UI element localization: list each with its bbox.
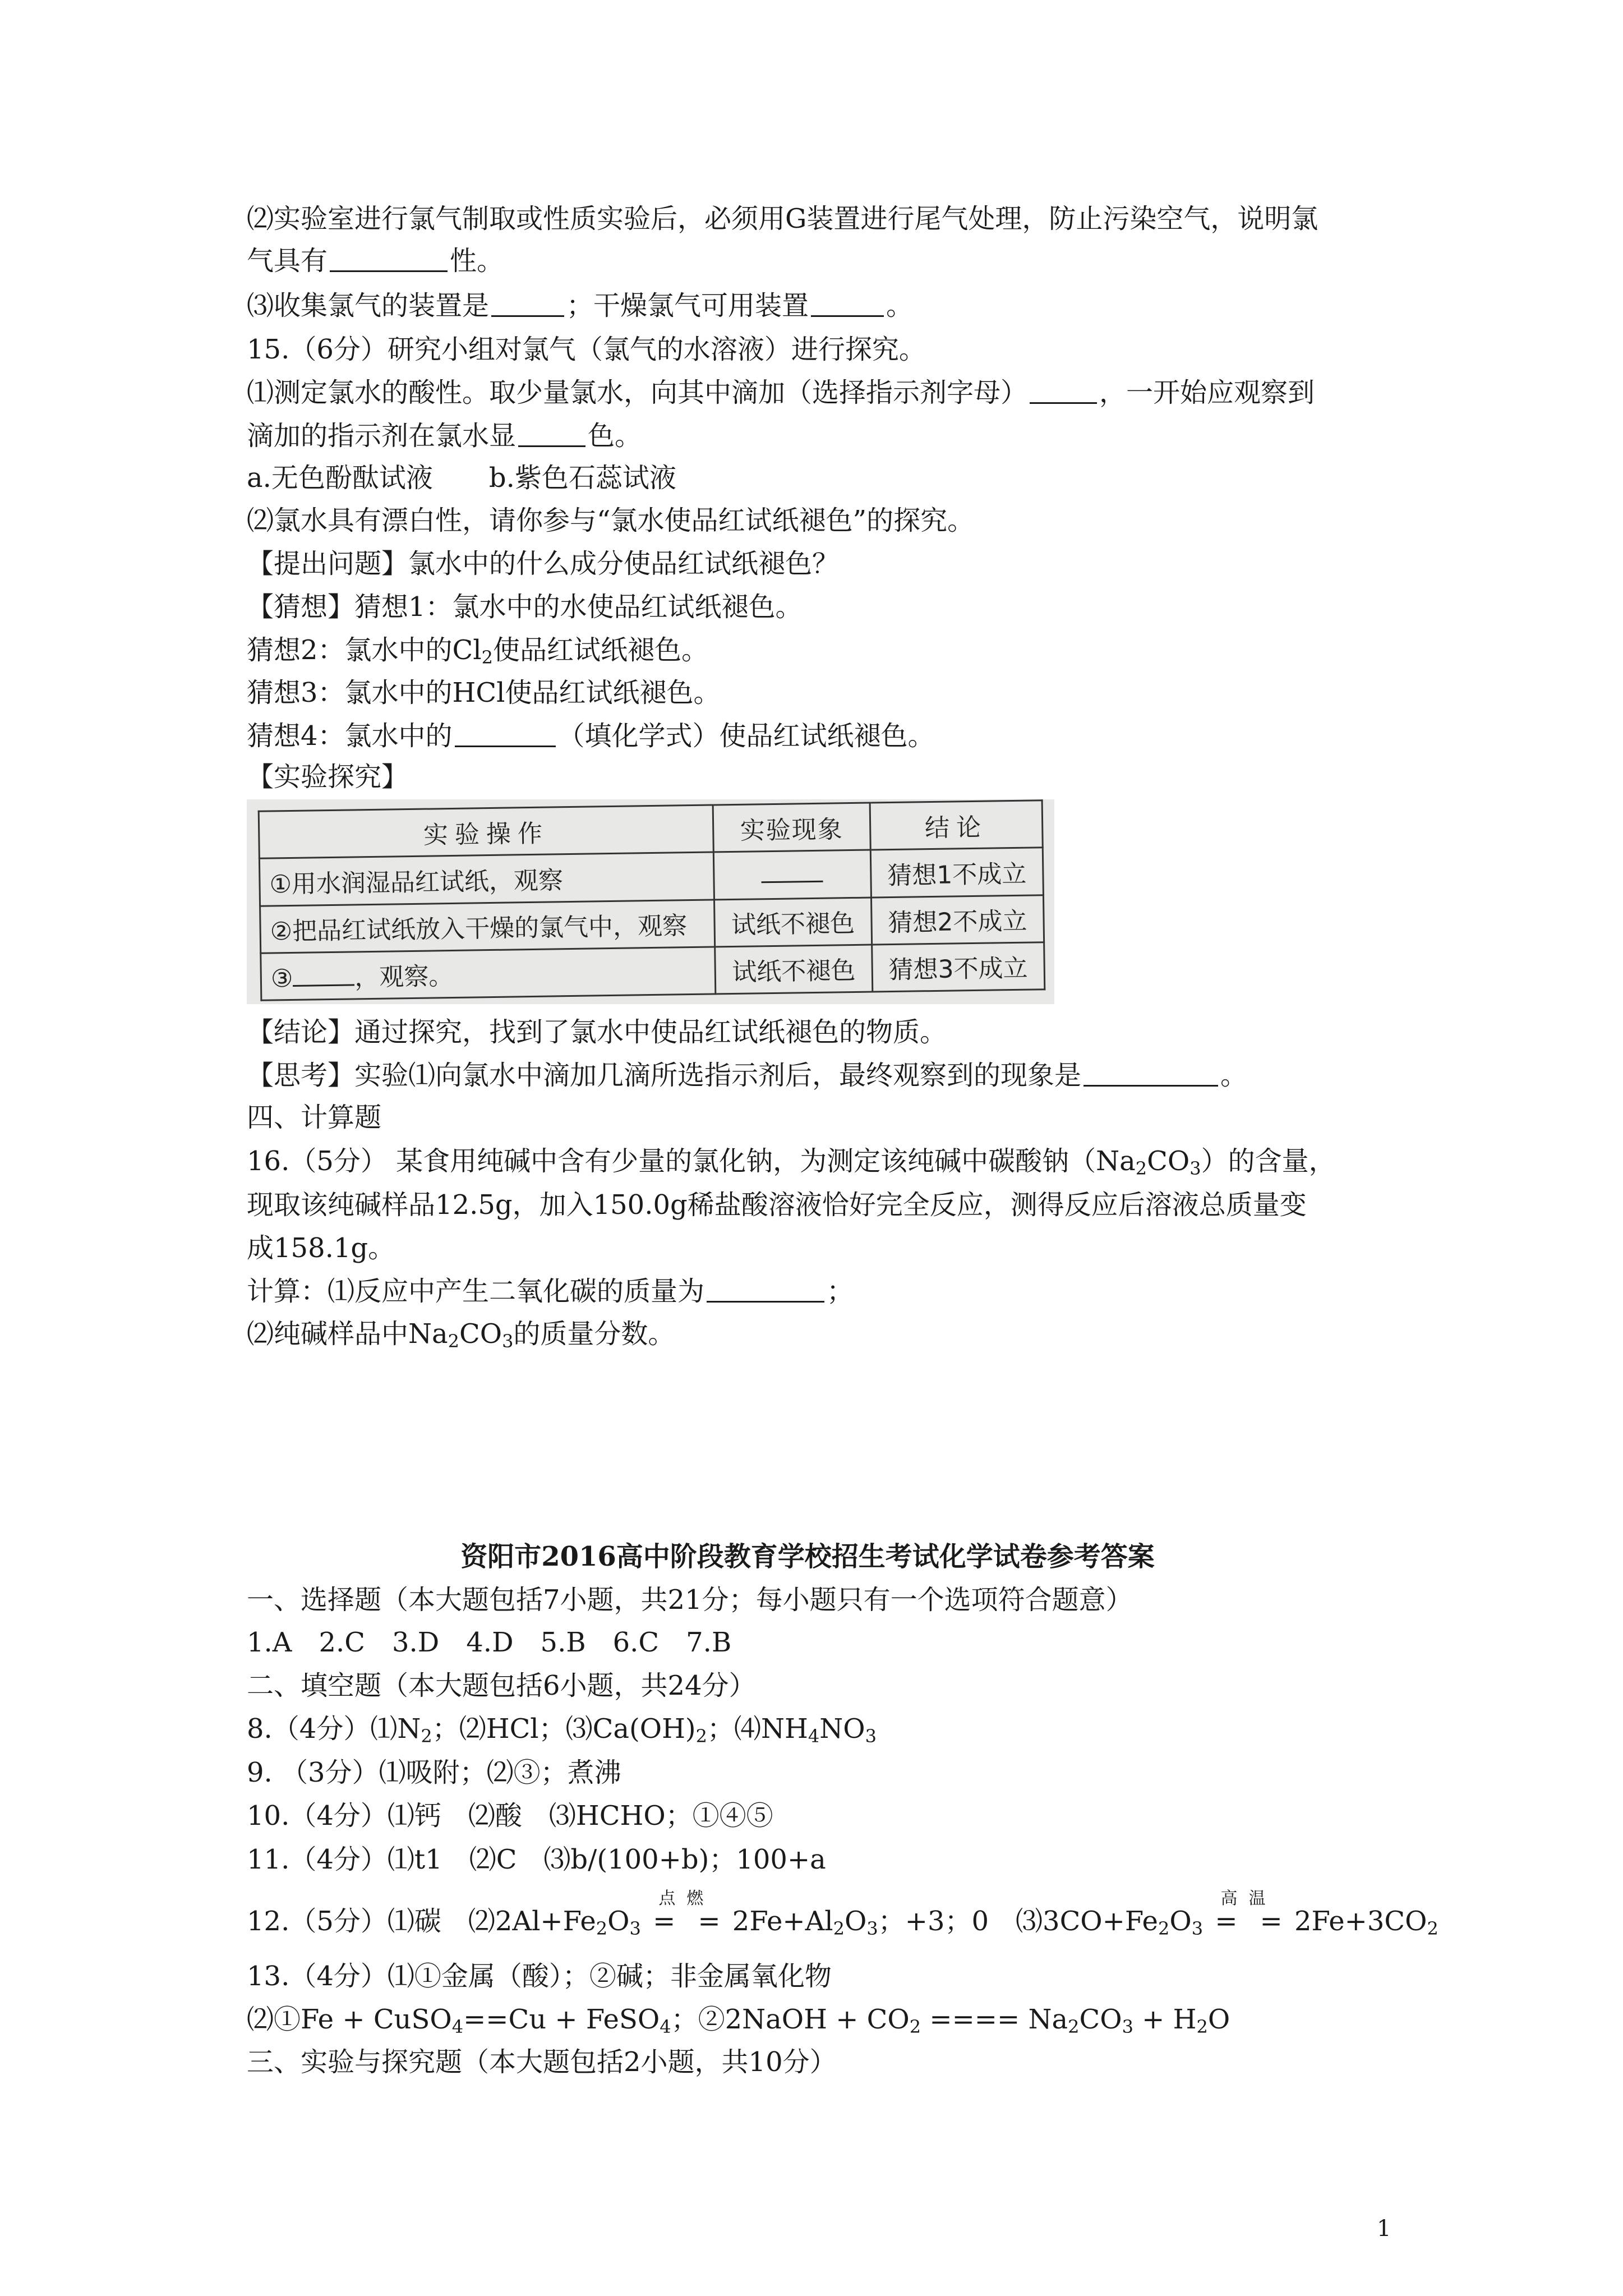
q16-line2: 现取该纯碱样品12.5g，加入150.0g稀盐酸溶液恰好完全反应，测得反应后溶液总质量变	[247, 1189, 1307, 1221]
q15-part1-line1: ⑴测定氯水的酸性。取少量氯水，向其中滴加（选择指示剂字母） ，一开始应观察到	[247, 377, 1315, 408]
answer-blank[interactable]	[455, 721, 556, 747]
q16-line3: 成158.1g。	[247, 1232, 395, 1264]
table-cell: 猜想3不成立	[872, 942, 1044, 992]
answer-blank[interactable]	[707, 1276, 824, 1303]
q15-part2: ⑵氯水具有漂白性，请你参与“氯水使品红试纸褪色”的探究。	[247, 505, 975, 536]
answer-blank[interactable]	[811, 291, 884, 317]
option-a: a.无色酚酞试液	[247, 462, 433, 494]
answer-choices: 1.A 2.C 3.D 4.D 5.B 6.C 7.B	[247, 1627, 732, 1658]
table-cell: ②把品红试纸放入干燥的氯气中，观察	[260, 899, 715, 953]
experiment-table	[258, 799, 1046, 1001]
answer-blank[interactable]	[762, 864, 823, 884]
option-b: b.紫色石蕊试液	[488, 462, 676, 494]
answer-8: 8.（4分）$⑴N_2$；⑵HCl；$⑶Ca(OH)_2$；$⑷NH_4NO_3$	[247, 1713, 877, 1747]
q15-part1-line2: 滴加的指示剂在氯水显 色。	[247, 420, 642, 452]
page-number: 1	[1377, 2216, 1391, 2242]
answer-blank[interactable]	[293, 968, 354, 987]
answer-section-2: 二、填空题（本大题包括6小题，共24分）	[247, 1670, 756, 1701]
table-cell: 猜想2不成立	[871, 895, 1044, 945]
table-cell: 猜想1不成立	[870, 848, 1043, 898]
table-cell: ①用水润湿品红试纸，观察	[259, 852, 714, 906]
answer-blank[interactable]	[491, 291, 564, 317]
q15-conclusion: 【结论】通过探究，找到了氯水中使品红试纸褪色的物质。	[247, 1016, 947, 1048]
q15-think: 【思考】实验⑴向氯水中滴加几滴所选指示剂后，最终观察到的现象是 。	[247, 1060, 1248, 1091]
answer-10: 10.（4分）⑴钙 ⑵酸 ⑶HCHO；①④⑤	[247, 1800, 773, 1832]
experiment-table-photo	[247, 799, 1054, 1004]
q15-explore: 【实验探究】	[247, 761, 409, 793]
table-header: 实验操作	[259, 805, 713, 859]
table-header: 实验现象	[713, 803, 870, 852]
answer-blank[interactable]	[518, 421, 585, 447]
reaction-condition: 高温 = =	[1215, 1889, 1283, 1937]
table-header: 结论	[870, 800, 1043, 850]
answer-section-1: 一、选择题（本大题包括7小题，共21分；每小题只有一个选项符合题意）	[247, 1584, 1133, 1616]
q16-calc2: ⑵纯碱样品中$Na_2CO_3$的质量分数。	[247, 1318, 675, 1352]
answer-blank[interactable]	[1030, 378, 1097, 404]
answer-12: 12.（5分）⑴碳 $⑵2Al+Fe_2O_3$ 点燃 = = $2Fe+Al_2O_3$；+3；0 $⑶3CO+Fe_2O_3$ 高温 = = $2Fe+3CO_2$	[247, 1889, 1438, 1939]
q15-guess1: 【猜想】猜想1：氯水中的水使品红试纸褪色。	[247, 591, 803, 623]
q15-guess4: 猜想4：氯水中的 （填化学式）使品红试纸褪色。	[247, 720, 935, 752]
q14-part2-line1: ⑵实验室进行氯气制取或性质实验后，必须用G装置进行尾气处理，防止污染空气，说明氯	[247, 203, 1318, 234]
q15-guess2: 猜想2：氯水中的$Cl_2$使品红试纸褪色。	[247, 634, 708, 668]
q15-question: 【提出问题】氯水中的什么成分使品红试纸褪色？	[247, 548, 840, 579]
answer-blank[interactable]	[330, 246, 448, 272]
answer-11: 11.（4分）⑴t1 ⑵C ⑶b/(100+b)；100+a	[247, 1844, 826, 1875]
q14-part3: ⑶收集氯气的装置是 ；干燥氯气可用装置 。	[247, 290, 914, 321]
answer-blank[interactable]	[1083, 1060, 1218, 1087]
q15-guess3: 猜想3：氯水中的HCl使品红试纸褪色。	[247, 677, 721, 708]
answer-13-line2: ⑵①Fe + CuSO$_4$==Cu + FeSO$_4$；②2NaOH + $CO_2$ ==== $Na_2CO_3 + H_2O$	[247, 2004, 1230, 2037]
answer-key-title: 资阳市2016高中阶段教育学校招生考试化学试卷参考答案	[460, 1541, 1155, 1572]
table-cell: 试纸不褪色	[715, 945, 873, 994]
q16-line1: 16.（5分） 某食用纯碱中含有少量的氯化钠，为测定该纯碱中碳酸钠$(Na_2CO_3)$的含量，	[247, 1145, 1336, 1179]
q16-calc1: 计算：⑴反应中产生二氧化碳的质量为 ；	[247, 1276, 854, 1307]
section-4-heading: 四、计算题	[247, 1102, 382, 1133]
table-cell: ③ ，观察。	[261, 947, 716, 1001]
answer-section-3: 三、实验与探究题（本大题包括2小题，共10分）	[247, 2046, 837, 2078]
answer-9: 9. （3分）⑴吸附；⑵③；煮沸	[247, 1757, 621, 1788]
q14-part2-line2: 气具有 性。	[247, 245, 504, 277]
table-cell	[714, 850, 872, 899]
reaction-condition: 点燃 = =	[653, 1889, 721, 1937]
answer-13-line1: 13.（4分）⑴①金属（酸）；②碱；非金属氧化物	[247, 1961, 832, 1992]
q15-options	[247, 461, 1413, 495]
q15-title: 15.（6分）研究小组对氯气（氯气的水溶液）进行探究。	[247, 334, 926, 365]
table-cell: 试纸不褪色	[714, 898, 872, 947]
